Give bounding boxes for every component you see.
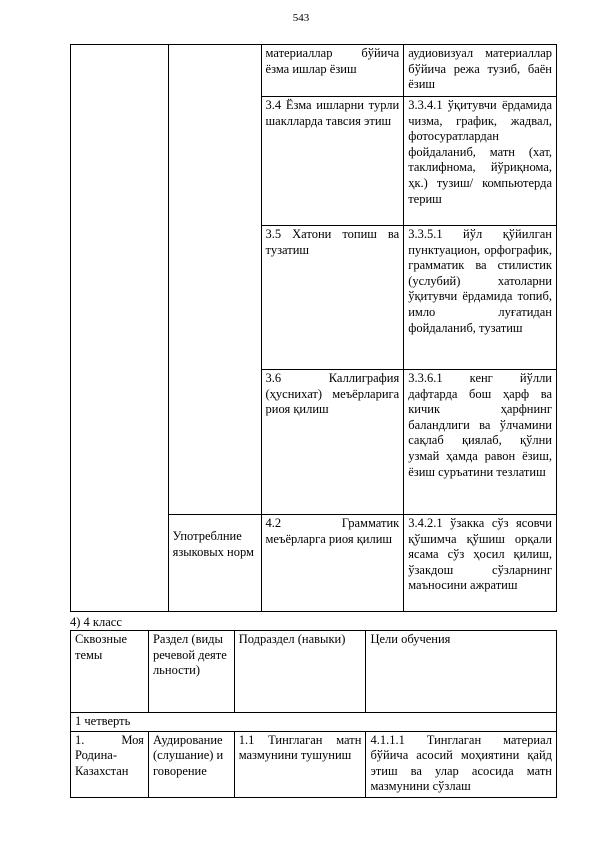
section-cell: Употреблние языковых норм xyxy=(168,515,261,612)
quarter-label: 1 четверть xyxy=(71,713,557,732)
curriculum-table-grade-4 xyxy=(70,630,557,798)
table-row xyxy=(71,731,557,797)
subsection-cell: 4.2 Грамматик меъёрларга риоя қилиш xyxy=(261,515,404,612)
grade-caption: 4) 4 класс xyxy=(70,615,122,629)
learning-goal-cell: аудиовизуал материаллар бўйича режа тузиб, баён ёзиш xyxy=(404,45,557,97)
subsection-cell: материаллар бўйича ёзма ишлар ёзиш xyxy=(261,45,404,97)
cross-cutting-theme-cell xyxy=(71,45,169,612)
section-cell: Аудирование (слушание) и говорение xyxy=(148,731,234,797)
subsection-cell: 3.4 Ёзма ишларни турли шаклларда тавсия этиш xyxy=(261,97,404,226)
subsection-cell: 3.6 Каллиграфия (ҳуснихат) меъёрларига риоя қилиш xyxy=(261,370,404,515)
learning-goal-cell: 3.3.4.1 ўқитувчи ёрдамида чизма, график, жадвал, фотосуратлардан фойдаланиб, матн (хат, таклифнома, йўриқнома, ҳк.) тузиш/ компьютерда териш xyxy=(404,97,557,226)
learning-goal-cell: 3.4.2.1 ўзакка сўз ясовчи қўшимча қўшиш орқали ясама сўз ҳосил қилиш, ўзакдош сўзларнинг маъносини ажратиш xyxy=(404,515,557,612)
learning-goal-cell: 3.3.5.1 йўл қўйилган пунктуацион, орфографик, грамматик ва стилистик (услубий) хатоларни ўқитувчи ёрдамида топиб, имло луғатидан фойдаланиб, тузатиш xyxy=(404,226,557,370)
table-header-row xyxy=(71,631,557,713)
curriculum-table-grade-3 xyxy=(70,44,557,612)
column-header: Сквозные темы xyxy=(71,631,149,713)
page-number: 543 xyxy=(292,12,310,24)
subsection-cell: 1.1 Тинглаган матн мазмунини тушуниш xyxy=(234,731,366,797)
subsection-cell: 3.5 Хатони топиш ва тузатиш xyxy=(261,226,404,370)
section-cell xyxy=(168,45,261,515)
column-header: Раздел (виды речевой деятельности) xyxy=(148,631,234,713)
quarter-row xyxy=(71,713,557,732)
learning-goal-cell: 4.1.1.1 Тинглаган материал бўйича асосий моҳиятини қайд этиш ва улар асосида матн мазмунини сўзлаш xyxy=(366,731,557,797)
column-header: Подраздел (навыки) xyxy=(234,631,366,713)
column-header: Цели обучения xyxy=(366,631,557,713)
table-row xyxy=(71,45,557,97)
learning-goal-cell: 3.3.6.1 кенг йўлли дафтарда бош ҳарф ва кичик ҳарфнинг баландлиги ва ўлчамини сақлаб қиялаб, қўлни узмай ҳамда равон ёзиш, ёзиш суръатини тезлатиш xyxy=(404,370,557,515)
cross-cutting-theme-cell: 1. Моя Родина-Казахстан xyxy=(71,731,149,797)
